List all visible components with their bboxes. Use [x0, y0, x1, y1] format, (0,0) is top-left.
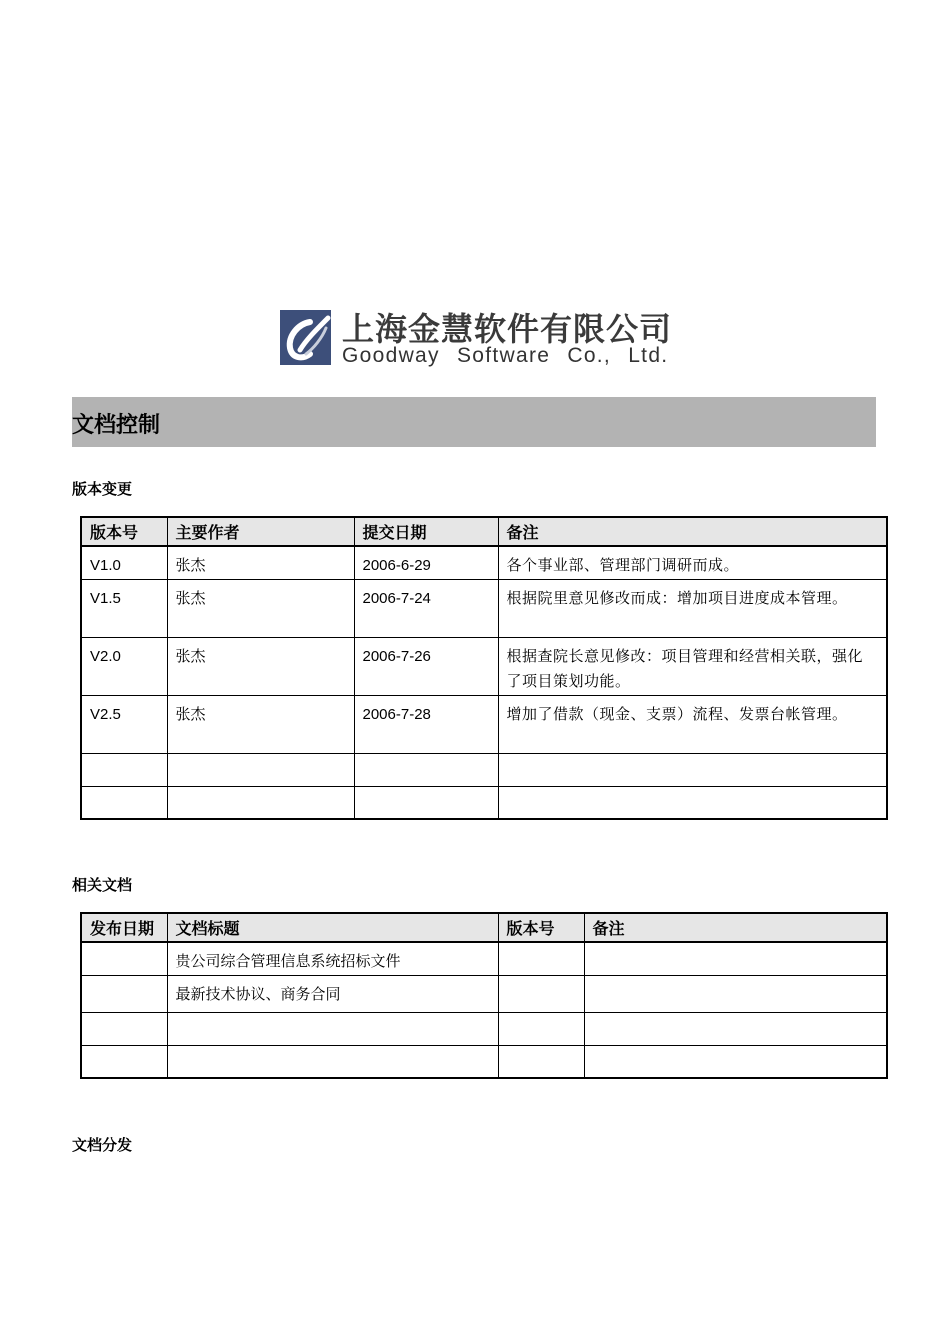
note-cell: 根据查院长意见修改：项目管理和经营相关联，强化了项目策划功能。	[498, 637, 887, 695]
table-header-row	[81, 913, 887, 942]
company-name-cn: 上海金慧软件有限公司	[342, 310, 673, 348]
author-cell: 张杰	[167, 695, 354, 753]
table-row	[81, 546, 887, 579]
company-logo	[280, 308, 680, 370]
table-row	[81, 786, 887, 819]
column-header: 备注	[498, 517, 887, 546]
note-cell	[498, 753, 887, 786]
table-header-row	[81, 517, 887, 546]
date-cell	[81, 1045, 167, 1078]
version-changes-table	[80, 516, 888, 820]
note-cell	[584, 1012, 887, 1045]
related-docs-table	[80, 912, 888, 1079]
table-row	[81, 753, 887, 786]
version-cell: V1.5	[81, 579, 167, 637]
related-docs-heading: 相关文档	[72, 876, 133, 894]
version-changes-heading: 版本变更	[72, 480, 133, 498]
note-cell	[584, 975, 887, 1012]
date-cell	[81, 975, 167, 1012]
section-header	[72, 397, 876, 447]
date-cell	[354, 753, 498, 786]
note-cell: 根据院里意见修改而成：增加项目进度成本管理。	[498, 579, 887, 637]
author-cell: 张杰	[167, 579, 354, 637]
version-cell	[498, 1012, 584, 1045]
table-row	[81, 579, 887, 637]
version-cell	[498, 942, 584, 975]
version-cell	[81, 753, 167, 786]
date-cell	[354, 786, 498, 819]
note-cell	[584, 942, 887, 975]
doc-title-cell: 贵公司综合管理信息系统招标文件	[167, 942, 498, 975]
column-header: 提交日期	[354, 517, 498, 546]
date-cell: 2006-7-28	[354, 695, 498, 753]
date-cell: 2006-6-29	[354, 546, 498, 579]
version-cell	[81, 786, 167, 819]
note-cell	[584, 1045, 887, 1078]
author-cell: 张杰	[167, 637, 354, 695]
author-cell	[167, 786, 354, 819]
table-row	[81, 695, 887, 753]
column-header: 发布日期	[81, 913, 167, 942]
doc-title-cell	[167, 1045, 498, 1078]
column-header: 文档标题	[167, 913, 498, 942]
author-cell	[167, 753, 354, 786]
column-header: 备注	[584, 913, 887, 942]
note-cell	[498, 786, 887, 819]
column-header: 主要作者	[167, 517, 354, 546]
section-title: 文档控制	[72, 413, 161, 438]
table-row	[81, 1045, 887, 1078]
goodway-logo-icon	[280, 310, 331, 365]
table-row	[81, 637, 887, 695]
date-cell: 2006-7-24	[354, 579, 498, 637]
distribution-heading: 文档分发	[72, 1136, 133, 1154]
note-cell: 各个事业部、管理部门调研而成。	[498, 546, 887, 579]
author-cell: 张杰	[167, 546, 354, 579]
date-cell	[81, 942, 167, 975]
doc-title-cell	[167, 1012, 498, 1045]
table-row	[81, 1012, 887, 1045]
date-cell: 2006-7-26	[354, 637, 498, 695]
version-cell: V2.5	[81, 695, 167, 753]
column-header: 版本号	[81, 517, 167, 546]
company-name-en: Goodway Software Co., Ltd.	[342, 344, 669, 367]
doc-title-cell: 最新技术协议、商务合同	[167, 975, 498, 1012]
version-cell: V1.0	[81, 546, 167, 579]
version-cell	[498, 975, 584, 1012]
table-row	[81, 942, 887, 975]
note-cell: 增加了借款（现金、支票）流程、发票台帐管理。	[498, 695, 887, 753]
version-cell	[498, 1045, 584, 1078]
version-cell: V2.0	[81, 637, 167, 695]
date-cell	[81, 1012, 167, 1045]
table-row	[81, 975, 887, 1012]
column-header: 版本号	[498, 913, 584, 942]
